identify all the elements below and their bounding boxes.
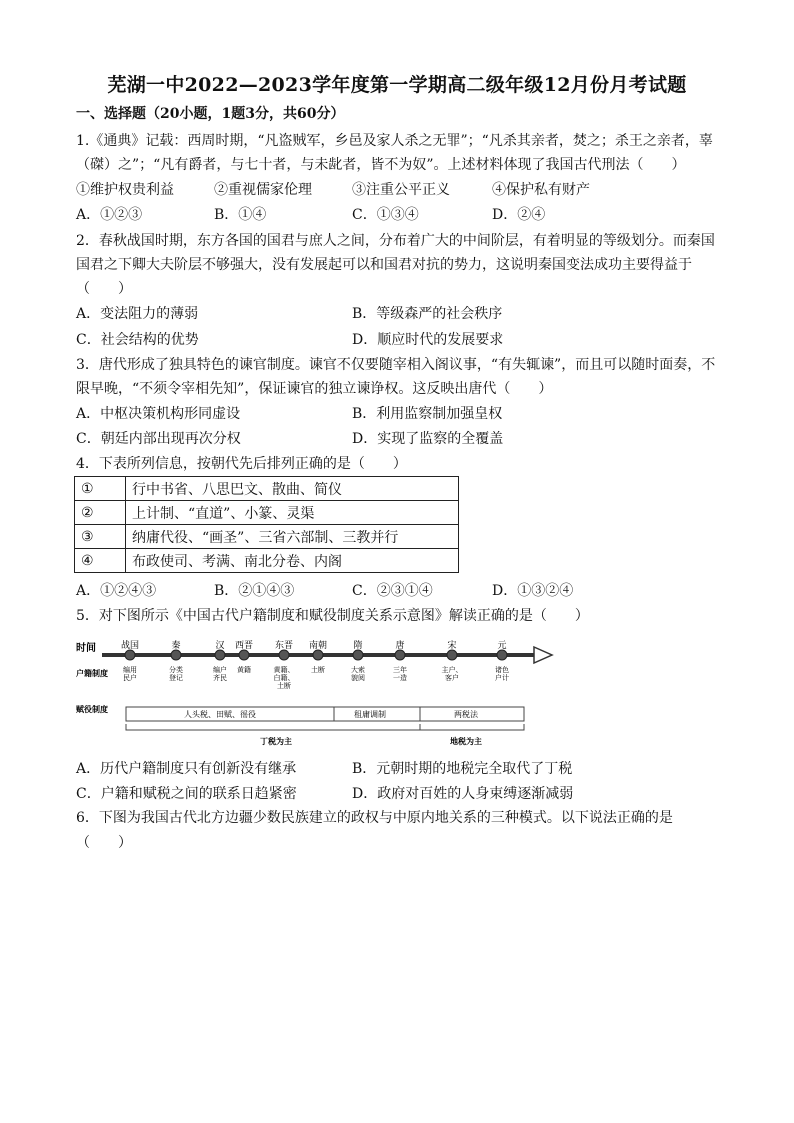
table-cell: 行中书省、八思巴文、散曲、简仪 bbox=[126, 477, 459, 501]
fuyi-item: 两税法 bbox=[454, 710, 478, 719]
huji-item: 分类登记 bbox=[169, 666, 183, 682]
q2-option-c[interactable]: C．社会结构的优势 bbox=[76, 332, 199, 348]
huji-item: 黄籍、白籍、土断 bbox=[273, 666, 295, 690]
table-row bbox=[75, 501, 459, 525]
q1-item: ②重视儒家伦理 bbox=[214, 182, 312, 198]
q4-option-a[interactable]: A．①②④③ bbox=[76, 583, 157, 599]
dynasty-label: 南朝 bbox=[308, 641, 328, 651]
q2-line3: （ ） bbox=[76, 281, 132, 297]
q4-option-b[interactable]: B．②①④③ bbox=[214, 583, 295, 599]
q5-option-d[interactable]: D．政府对百姓的人身束缚逐渐减弱 bbox=[352, 786, 574, 802]
dynasty-label: 西晋 bbox=[234, 641, 254, 651]
fuyi-item: 人头税、田赋、徭役 bbox=[184, 710, 256, 719]
q1-option-b[interactable]: B．①④ bbox=[214, 207, 267, 223]
q5-option-a[interactable]: A．历代户籍制度只有创新没有继承 bbox=[76, 761, 297, 777]
q2-line2: 国君之下卿大夫阶层不够强大，没有发展起可以和国君对抗的势力，这说明秦国变法成功主要得益于 bbox=[76, 257, 692, 273]
q4-line1: 4．下表所列信息，按朝代先后排列正确的是（ ） bbox=[76, 456, 407, 472]
table-row bbox=[75, 525, 459, 549]
dynasty-label: 秦 bbox=[171, 641, 181, 651]
dynasty-label: 东晋 bbox=[274, 641, 294, 651]
q3-line2: 限早晚，“不须令宰相先知”，保证谏官的独立谏诤权。这反映出唐代（ ） bbox=[76, 381, 553, 397]
dynasty-label: 元 bbox=[497, 641, 507, 651]
q4-table bbox=[74, 476, 459, 573]
q3-option-a[interactable]: A．中枢决策机构形同虚设 bbox=[76, 406, 241, 422]
q5-diagram bbox=[74, 634, 554, 752]
q5-line1: 5．对下图所示《中国古代户籍制度和赋役制度关系示意图》解读正确的是（ ） bbox=[76, 608, 589, 624]
q1-option-c[interactable]: C．①③④ bbox=[352, 207, 419, 223]
timeline-dot bbox=[171, 650, 181, 660]
q3-option-c[interactable]: C．朝廷内部出现再次分权 bbox=[76, 431, 241, 447]
table-cell: ① bbox=[75, 477, 126, 501]
q1-item: ④保护私有财产 bbox=[492, 182, 590, 198]
huji-item: 编用民户 bbox=[123, 666, 137, 682]
dynasty-labels bbox=[121, 639, 507, 651]
q1-option-d[interactable]: D．②④ bbox=[492, 207, 546, 223]
q3-option-d[interactable]: D．实现了监察的全覆盖 bbox=[352, 431, 504, 447]
huji-item: 主户、客户 bbox=[441, 666, 463, 682]
timeline-dot bbox=[279, 650, 289, 660]
table-cell: ④ bbox=[75, 549, 126, 573]
q2-option-b[interactable]: B．等级森严的社会秩序 bbox=[352, 306, 503, 322]
q6-line2: （ ） bbox=[76, 835, 132, 851]
table-cell: 布政使司、考满、南北分卷、内阁 bbox=[126, 549, 459, 573]
timeline-arrowhead bbox=[534, 647, 552, 663]
table-row bbox=[75, 549, 459, 573]
q2-option-a[interactable]: A．变法阻力的薄弱 bbox=[76, 306, 199, 322]
huji-item: 诸色户计 bbox=[495, 666, 509, 682]
q4-option-c[interactable]: C．②③①④ bbox=[352, 583, 433, 599]
huji-label: 户籍制度 bbox=[76, 669, 108, 678]
q3-option-b[interactable]: B．利用监察制加强皇权 bbox=[352, 406, 503, 422]
page-title: 芜湖一中2022—2023学年度第一学期高二级年级12月份月考试题 bbox=[107, 74, 687, 96]
huji-items bbox=[123, 665, 509, 690]
timeline-dot bbox=[313, 650, 323, 660]
timeline-dot bbox=[239, 650, 249, 660]
fuyi-item: 租庸调制 bbox=[354, 710, 386, 719]
section-heading: 一、选择题（20小题，1题3分，共60分） bbox=[76, 106, 345, 122]
q5-option-b[interactable]: B．元朝时期的地税完全取代了丁税 bbox=[352, 761, 573, 777]
huji-item: 大索貌阅 bbox=[351, 666, 365, 682]
huji-item: 黄籍 bbox=[237, 666, 251, 674]
table-cell: ② bbox=[75, 501, 126, 525]
table-cell: ③ bbox=[75, 525, 126, 549]
q1-line2: （磔）之”；“凡有爵者，与七十者，与未龀者，皆不为奴”。上述材料体现了我国古代刑法（ ） bbox=[76, 157, 686, 173]
table-row bbox=[75, 477, 459, 501]
timeline-dot bbox=[215, 650, 225, 660]
q1-option-a[interactable]: A．①②③ bbox=[76, 207, 143, 223]
q2-option-d[interactable]: D．顺应时代的发展要求 bbox=[352, 332, 504, 348]
q1-item: ①维护权贵利益 bbox=[76, 182, 174, 198]
bracket-dishui bbox=[420, 724, 524, 730]
table-cell: 上计制、“直道”、小篆、灵渠 bbox=[126, 501, 459, 525]
huji-item: 编户齐民 bbox=[213, 666, 227, 682]
timeline-dot bbox=[447, 650, 457, 660]
dynasty-label: 唐 bbox=[395, 641, 405, 651]
dynasty-label: 宋 bbox=[447, 641, 457, 651]
q6-line1: 6．下图为我国古代北方边疆少数民族建立的政权与中原内地关系的三种模式。以下说法正确的是 bbox=[76, 810, 673, 826]
timeline-dot bbox=[353, 650, 363, 660]
bracket-dingshui bbox=[126, 724, 420, 730]
dynasty-label: 战国 bbox=[120, 641, 140, 651]
q3-line1: 3．唐代形成了独具特色的谏官制度。谏官不仅要随宰相入阁议事，“有失辄谏”，而且可以随时面奏，不 bbox=[76, 357, 716, 373]
q1-line1: 1.《通典》记载：西周时期，“凡盗贼军，乡邑及家人杀之无罪”；“凡杀其亲者，焚之；杀王之亲者，辜 bbox=[76, 133, 713, 149]
bottom-label: 地税为主 bbox=[450, 737, 482, 746]
timeline-dot bbox=[125, 650, 135, 660]
q1-item: ③注重公平正义 bbox=[352, 182, 450, 198]
q5-option-c[interactable]: C．户籍和赋税之间的联系日趋紧密 bbox=[76, 786, 297, 802]
bottom-label: 丁税为主 bbox=[260, 737, 292, 746]
dynasty-label: 隋 bbox=[353, 641, 363, 651]
table-cell: 纳庸代役、“画圣”、三省六部制、三教并行 bbox=[126, 525, 459, 549]
huji-item: 土断 bbox=[311, 666, 325, 674]
q4-option-d[interactable]: D．①③②④ bbox=[492, 583, 574, 599]
q2-line1: 2．春秋战国时期，东方各国的国君与庶人之间，分布着广大的中间阶层，有着明显的等级划分。而秦国 bbox=[76, 233, 715, 249]
time-label: 时间 bbox=[76, 643, 96, 654]
huji-item: 三年一造 bbox=[393, 666, 407, 682]
fuyi-label: 赋役制度 bbox=[76, 705, 108, 714]
timeline-dot bbox=[497, 650, 507, 660]
timeline-dot bbox=[395, 650, 405, 660]
dynasty-label: 汉 bbox=[215, 641, 225, 651]
